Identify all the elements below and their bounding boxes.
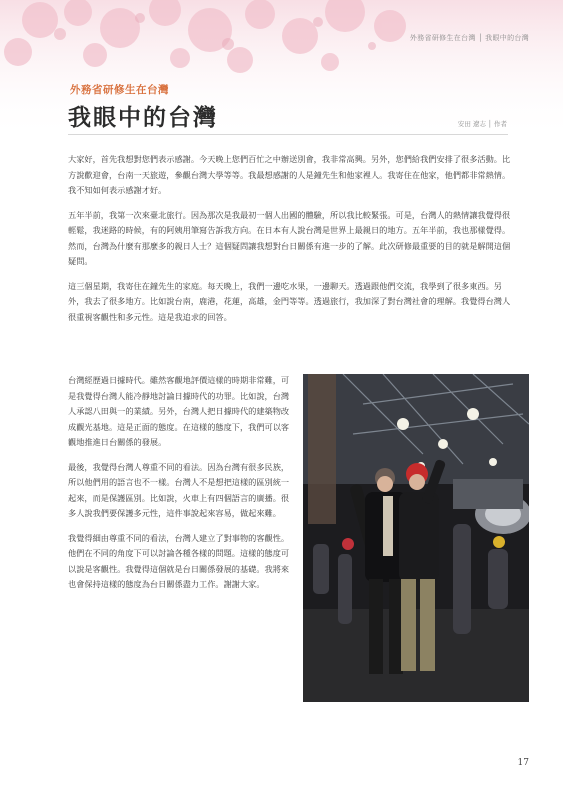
running-header: 外務省研修生在台灣 │ 我眼中的台灣	[409, 34, 529, 42]
article-title: 我眼中的台灣	[68, 104, 218, 131]
intro-paragraph: 這三個星期，我寄住在鐘先生的家庭。每天晚上，我們一邊吃水果，一邊聊天。透過跟他們交流，我學到了很多東西。另外，我去了很多地方。比如說台南，鹿港，花蓮，高雄，金門等等。透過旅行，我加深了對台灣社會的理解。我覺得台灣人很重視客觀性和多元性。這是我追求的回答。	[68, 280, 511, 322]
intro-text	[68, 152, 512, 334]
page-number: 17	[517, 758, 529, 768]
author-byline: 安田 遼志 │ 作者	[457, 120, 507, 128]
left-column-text	[68, 373, 290, 602]
intro-paragraph: 五年半前，我第一次來臺北旅行。因為那次是我最初一個人出國的體驗，所以我比較緊張。可是，台灣人的熱情讓我覺得很輕鬆，我迷路的時候，有的阿姨用筆寫告訴我方向。在日本有人說台灣是世界上最親日的地方。五年半前，我也那樣覺得。然而，台灣為什麼有那麼多的親日人士？這個疑問讓我想對台日關係有進一步的了解。此次研修最重要的目的就是解開這個疑問。	[68, 209, 511, 266]
section-kicker: 外務省研修生在台灣	[70, 84, 169, 96]
column-paragraph: 最後，我覺得台灣人尊重不同的看法。因為台灣有很多民族，所以他們用的語言也不一樣。台灣人不是想把這樣的區別統一起來，而是保護區別。比如說，火車上有四個語言的廣播。很多人說我們要保護多元性，這件事說起來容易，做起來難。	[68, 461, 290, 518]
column-paragraph: 台灣經歷過日據時代。雖然客觀地評價這樣的時期非常難，可是我覺得台灣人能冷靜地討論日據時代的功罪。比如說，台灣人承認八田與一的業績。另外，台灣人把日據時代的建築物改成觀光基地。這是正面的態度。在這樣的態度下，我們可以客觀地推進日台關係的發展。	[68, 375, 290, 447]
intro-paragraph: 大家好，首先我想對您們表示感謝。今天晚上您們百忙之中辦送別會，我非常高興。另外，您們給我們安排了很多活動。比方說歡迎會，台南一天旅遊，參觀台灣大學等等。我最想感謝的人是鐘先生和他家裡人。我寄住在他家，他們都非常熱情。我不知如何表示感謝才好。	[68, 154, 511, 195]
museum-photo	[303, 374, 529, 702]
title-divider	[68, 134, 508, 135]
column-paragraph: 我覺得細由尊重不同的看法，台灣人建立了對事物的客觀性。他們在不同的角度下可以討論各種各樣的問題。這樣的態度可以說是客觀性。我覺得這個就是台日關係發展的基礎。我將來也會保持這樣的態度為台日關係盡力工作。謝謝大家。	[68, 532, 290, 589]
